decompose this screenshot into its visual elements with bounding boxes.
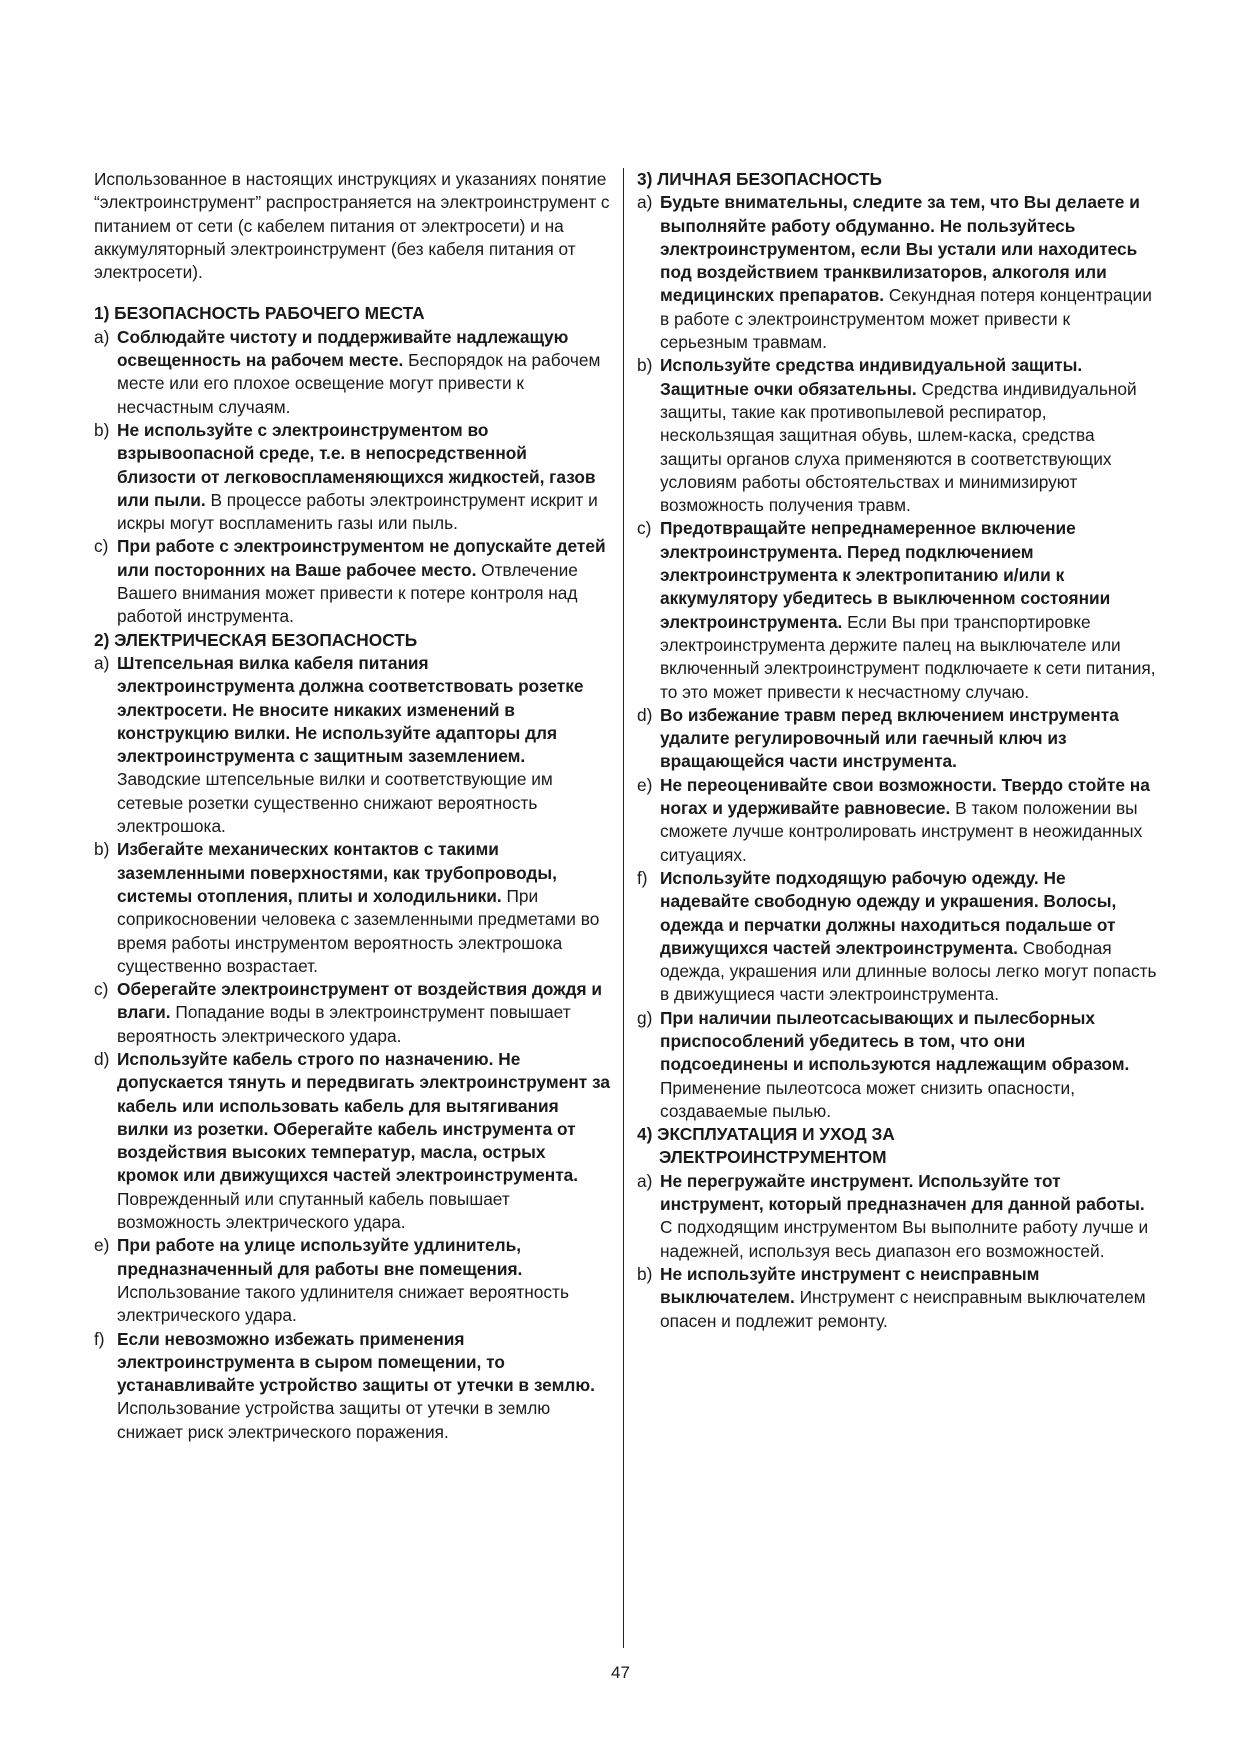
item-label: a) [637,192,653,213]
item-instruction: При работе с электроинструментом не допускайте детей или посторонних на Ваше рабочее место. [117,536,606,580]
section-title-personal-safety: 3) ЛИЧНАЯ БЕЗОПАСНОСТЬ [637,169,882,189]
item-label: c) [94,536,109,557]
item-explanation: Использование такого удлинителя снижает вероятность электрического удара. [117,1281,569,1326]
item-explanation: Поврежденный или спутанный кабель повышает возможность электрического удара. [117,1188,510,1233]
item-explanation: Средства индивидуальной защиты, такие как противопылевой респиратор, нескользящая защитная обувь, шлем-каска, средства защиты органов слуха применяются в соответствующих условиям работы обстоятельствах и минимизируют возможность получения травм. [660,378,1137,516]
list-item [637,774,1157,867]
item-instruction: Предотвращайте непреднамеренное включение электроинструмента. Перед подключением электроинструмента к электропитанию и/или к аккумулятору убедитесь в выключенном состоянии электроинструмента. [660,518,1111,632]
item-explanation: Использование устройства защиты от утечки в землю снижает риск электрического поражения. [117,1398,551,1442]
item-explanation: Если Вы при транспортировке электроинструмента держите палец на выключателе или включенный электроинструмент подключаете к сети питания, то это может привести к несчастному случаю. [660,611,1156,702]
item-label: a) [94,652,110,673]
item-label: f) [94,1328,105,1349]
list-item [637,867,1157,1007]
list-item [94,326,610,419]
list-item [637,354,1157,517]
item-explanation: Инструмент с неисправным выключателем опасен и подлежит ремонту. [660,1287,1146,1331]
item-label: f) [637,867,648,888]
item-label: a) [637,1170,653,1191]
list-item [94,978,610,1048]
page-number: 47 [611,1663,630,1682]
list-item [94,535,610,628]
list-item [637,1263,1157,1333]
column-divider [623,168,624,1648]
item-label: c) [637,518,652,539]
item-instruction: Будьте внимательны, следите за тем, что Вы делаете и выполняйте работу обдуманно. Не пользуйтесь электроинструментом, если Вы устали или находитесь под воздействием транквилизаторов, алкоголя или медицинских препаратов. [660,192,1140,306]
item-label: g) [637,1007,653,1028]
item-instruction: При работе на улице используйте удлинитель, предназначенный для работы вне помещения. [117,1235,523,1279]
item-label: e) [94,1235,110,1256]
item-explanation: Секундная потеря концентрации в работе с электроинструментом может привести к серьезным травмам. [660,285,1152,353]
list-item [94,419,610,535]
item-label: b) [637,355,653,376]
item-explanation: Заводские штепсельные вилки и соответствующие им сетевые розетки существенно снижают вероятность электрошока. [117,769,553,837]
item-label: c) [94,979,109,1000]
item-label: b) [94,419,110,440]
item-label: d) [637,704,653,725]
item-explanation: С подходящим инструментом Вы выполните работу лучше и надежней, используя весь диапазон его возможностей. [660,1217,1149,1261]
item-instruction: Не используйте инструмент с неисправным выключателем. [660,1263,1040,1308]
list-item [94,838,610,978]
item-instruction: Не перегружайте инструмент. Используйте тот инструмент, который предназначен для данной работы. [660,1170,1145,1215]
list-item [94,1048,610,1234]
item-label: d) [94,1048,110,1069]
list-item [637,1170,1157,1263]
item-explanation: В таком положении вы сможете лучше контролировать инструмент в неожиданных ситуациях. [660,798,1143,865]
list-item [637,704,1157,774]
item-explanation: Применение пылеотсоса может снизить опасности, создаваемые пылью. [660,1077,1075,1121]
item-label: b) [637,1263,653,1284]
item-instruction: Используйте кабель строго по назначению. Не допускается тянуть и передвигать электроинструмент за кабель или использовать кабель для вытягивания вилки из розетки. Оберегайте кабель инструмента от воздействия высоких температур, масла, острых кромок или движущихся частей электроинструмента. [117,1048,610,1186]
section-title-line: 4) ЭКСПЛУАТАЦИЯ И УХОД ЗА [637,1124,895,1145]
item-explanation: В процессе работы электроинструмент искрит и искры могут воспламенить газы или пыль. [117,489,598,534]
item-label: b) [94,839,110,860]
list-item [637,517,1157,703]
list-item [94,1328,610,1444]
item-instruction: Не переоценивайте свои возможности. Твердо стойте на ногах и удерживайте равновесие. [660,774,1150,819]
section-title-line: ЭЛЕКТРОИНСТРУМЕНТОМ [659,1147,887,1168]
item-instruction: Штепсельная вилка кабеля питания электроинструмента должна соответствовать розетке электросети. Не вносите никаких изменений в конструкцию вилки. Не используйте адапторы для электроинструмента с защитным заземлением. [117,652,584,767]
item-instruction: Оберегайте электроинструмент от воздействия дождя и влаги. [117,979,602,1023]
item-explanation: Беспорядок на рабочем месте или его плохое освещение могут привести к несчастным случаям. [117,350,601,417]
list-item [637,191,1157,354]
intro-paragraph: Использованное в настоящих инструкциях и указаниях понятие “электроинструмент” распространяется на электроинструмент с питанием от сети (с кабелем питания от электросети) и на аккумуляторный электроинструмент (без кабеля питания от электросети). [94,169,610,283]
section-title-workplace-safety: 1) БЕЗОПАСНОСТЬ РАБОЧЕГО МЕСТА [94,303,425,324]
section-title-operation-and-care [637,1123,1157,1170]
item-instruction: Не используйте с электроинструментом во взрывоопасной среде, т.е. в непосредственной близости от легковоспламеняющихся жидкостей, газов или пыли. [117,419,596,510]
item-label: a) [94,326,110,347]
list-item [94,1234,610,1327]
item-instruction: Используйте подходящую рабочую одежду. Не надевайте свободную одежду и украшения. Волосы, одежда и перчатки должны находиться подальше от движущихся частей электроинструмента. [660,867,1117,958]
item-instruction: Избегайте механических контактов с такими заземленными поверхностями, как трубопроводы, системы отопления, плиты и холодильники. [117,839,557,906]
item-explanation: Попадание воды в электроинструмент повышает вероятность электрического удара. [117,1002,571,1046]
item-instruction: Если невозможно избежать применения электроинструмента в сыром помещении, то устанавливайте устройство защиты от утечки в землю. [117,1328,595,1396]
left-column [94,168,610,1444]
right-column [637,168,1157,1333]
item-explanation: Отвлечение Вашего внимания может привести к потере контроля над работой инструмента. [117,559,578,627]
item-explanation: При соприкосновении человека с заземленными предметами во время работы инструментом вероятность электрошока существенно возрастает. [117,885,600,976]
item-instruction: Соблюдайте чистоту и поддерживайте надлежащую освещенность на рабочем месте. [117,326,569,371]
section-title-electrical-safety: 2) ЭЛЕКТРИЧЕСКАЯ БЕЗОПАСНОСТЬ [94,629,418,650]
item-instruction: При наличии пылеотсасывающих и пылесборных приспособлений убедитесь в том, что они подсоединены и используются надлежащим образом. [660,1007,1130,1075]
list-item [94,652,610,838]
item-instruction: Используйте средства индивидуальной защиты. Защитные очки обязательны. [660,355,1083,399]
item-instruction: Во избежание травм перед включением инструмента удалите регулировочный или гаечный ключ из вращающейся части инструмента. [660,704,1119,772]
list-item [637,1007,1157,1123]
item-explanation: Свободная одежда, украшения или длинные волосы легко могут попасть в движущиеся части электроинструмента. [660,937,1157,1005]
item-label: e) [637,774,653,795]
